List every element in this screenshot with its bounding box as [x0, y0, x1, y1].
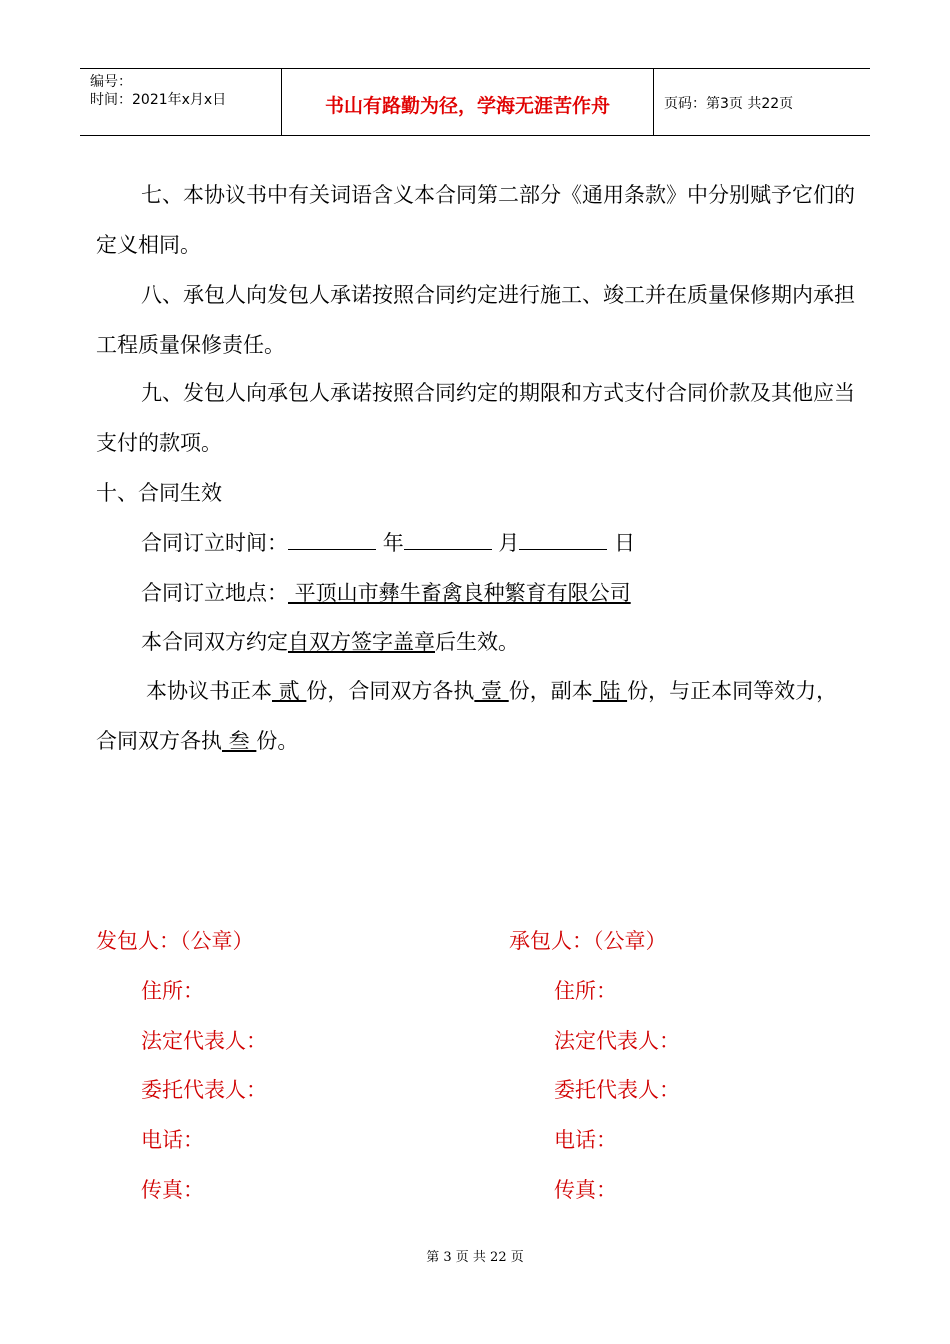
document-header [80, 68, 870, 136]
contractor-legal-rep: 法定代表人： [554, 1029, 680, 1053]
copies-original-count: 贰 [272, 679, 307, 703]
effect-line [141, 617, 903, 667]
effect-prefix: 本合同双方约定 [141, 630, 288, 654]
contractor-fax: 传真： [554, 1178, 617, 1202]
copies-duplicate-each-count: 叁 [222, 729, 257, 753]
header-meta [80, 69, 282, 135]
employer-heading: 发包人：（公章） [96, 929, 254, 953]
contractor-phone: 电话： [554, 1128, 617, 1152]
sign-place-value: 平顶山市彝牛畜禽良种繁育有限公司 [288, 581, 631, 605]
employer-fax: 传真： [141, 1178, 204, 1202]
copies-text-d: 份，与正本同等效力，合同双方各执 [96, 679, 838, 753]
effect-condition: 自双方签字盖章 [288, 630, 435, 654]
sign-time-label: 合同订立时间： [141, 531, 288, 555]
month-blank [404, 525, 492, 550]
copies-text-e: 份。 [256, 729, 299, 753]
year-label: 年 [382, 531, 404, 555]
page-footer: 第 3 页 共 22 页 [426, 1250, 524, 1265]
month-label: 月 [498, 531, 520, 555]
sign-time-line [141, 518, 903, 568]
clause-9: 九、发包人向承包人承诺按照合同约定的期限和方式支付合同价款及其他应当支付的款项。 [96, 381, 855, 455]
copies-each-count: 壹 [474, 679, 509, 703]
employer-address: 住所： [141, 979, 204, 1003]
employer-legal-rep: 法定代表人： [141, 1029, 267, 1053]
copies-paragraph [96, 666, 858, 766]
copies-text-b: 份，合同双方各执 [306, 679, 475, 703]
clause-7: 七、本协议书中有关词语含义本合同第二部分《通用条款》中分别赋予它们的定义相同。 [96, 183, 855, 257]
employer-phone: 电话： [141, 1128, 204, 1152]
contractor-heading: 承包人：（公章） [509, 929, 667, 953]
year-blank [288, 525, 376, 550]
day-label: 日 [614, 531, 636, 555]
clause-10-heading: 十、合同生效 [96, 481, 222, 505]
document-number: 编号： [90, 74, 132, 90]
sign-place-line [141, 568, 903, 618]
copies-text-c: 份，副本 [508, 679, 593, 703]
header-page-info: 页码：第3页 共22页 [664, 96, 794, 112]
contractor-agent: 委托代表人： [554, 1078, 680, 1102]
sign-place-label: 合同订立地点： [141, 581, 288, 605]
copies-text-a: 本协议书正本 [146, 679, 272, 703]
copies-duplicate-count: 陆 [592, 679, 628, 703]
document-date: 时间：2021年x月x日 [90, 92, 227, 108]
contractor-address: 住所： [554, 979, 617, 1003]
day-blank [519, 525, 607, 550]
effect-suffix: 后生效。 [435, 630, 519, 654]
employer-agent: 委托代表人： [141, 1078, 267, 1102]
clause-8: 八、承包人向发包人承诺按照合同约定进行施工、竣工并在质量保修期内承担工程质量保修责任。 [96, 283, 855, 357]
header-motto: 书山有路勤为径，学海无涯苦作舟 [282, 69, 654, 135]
